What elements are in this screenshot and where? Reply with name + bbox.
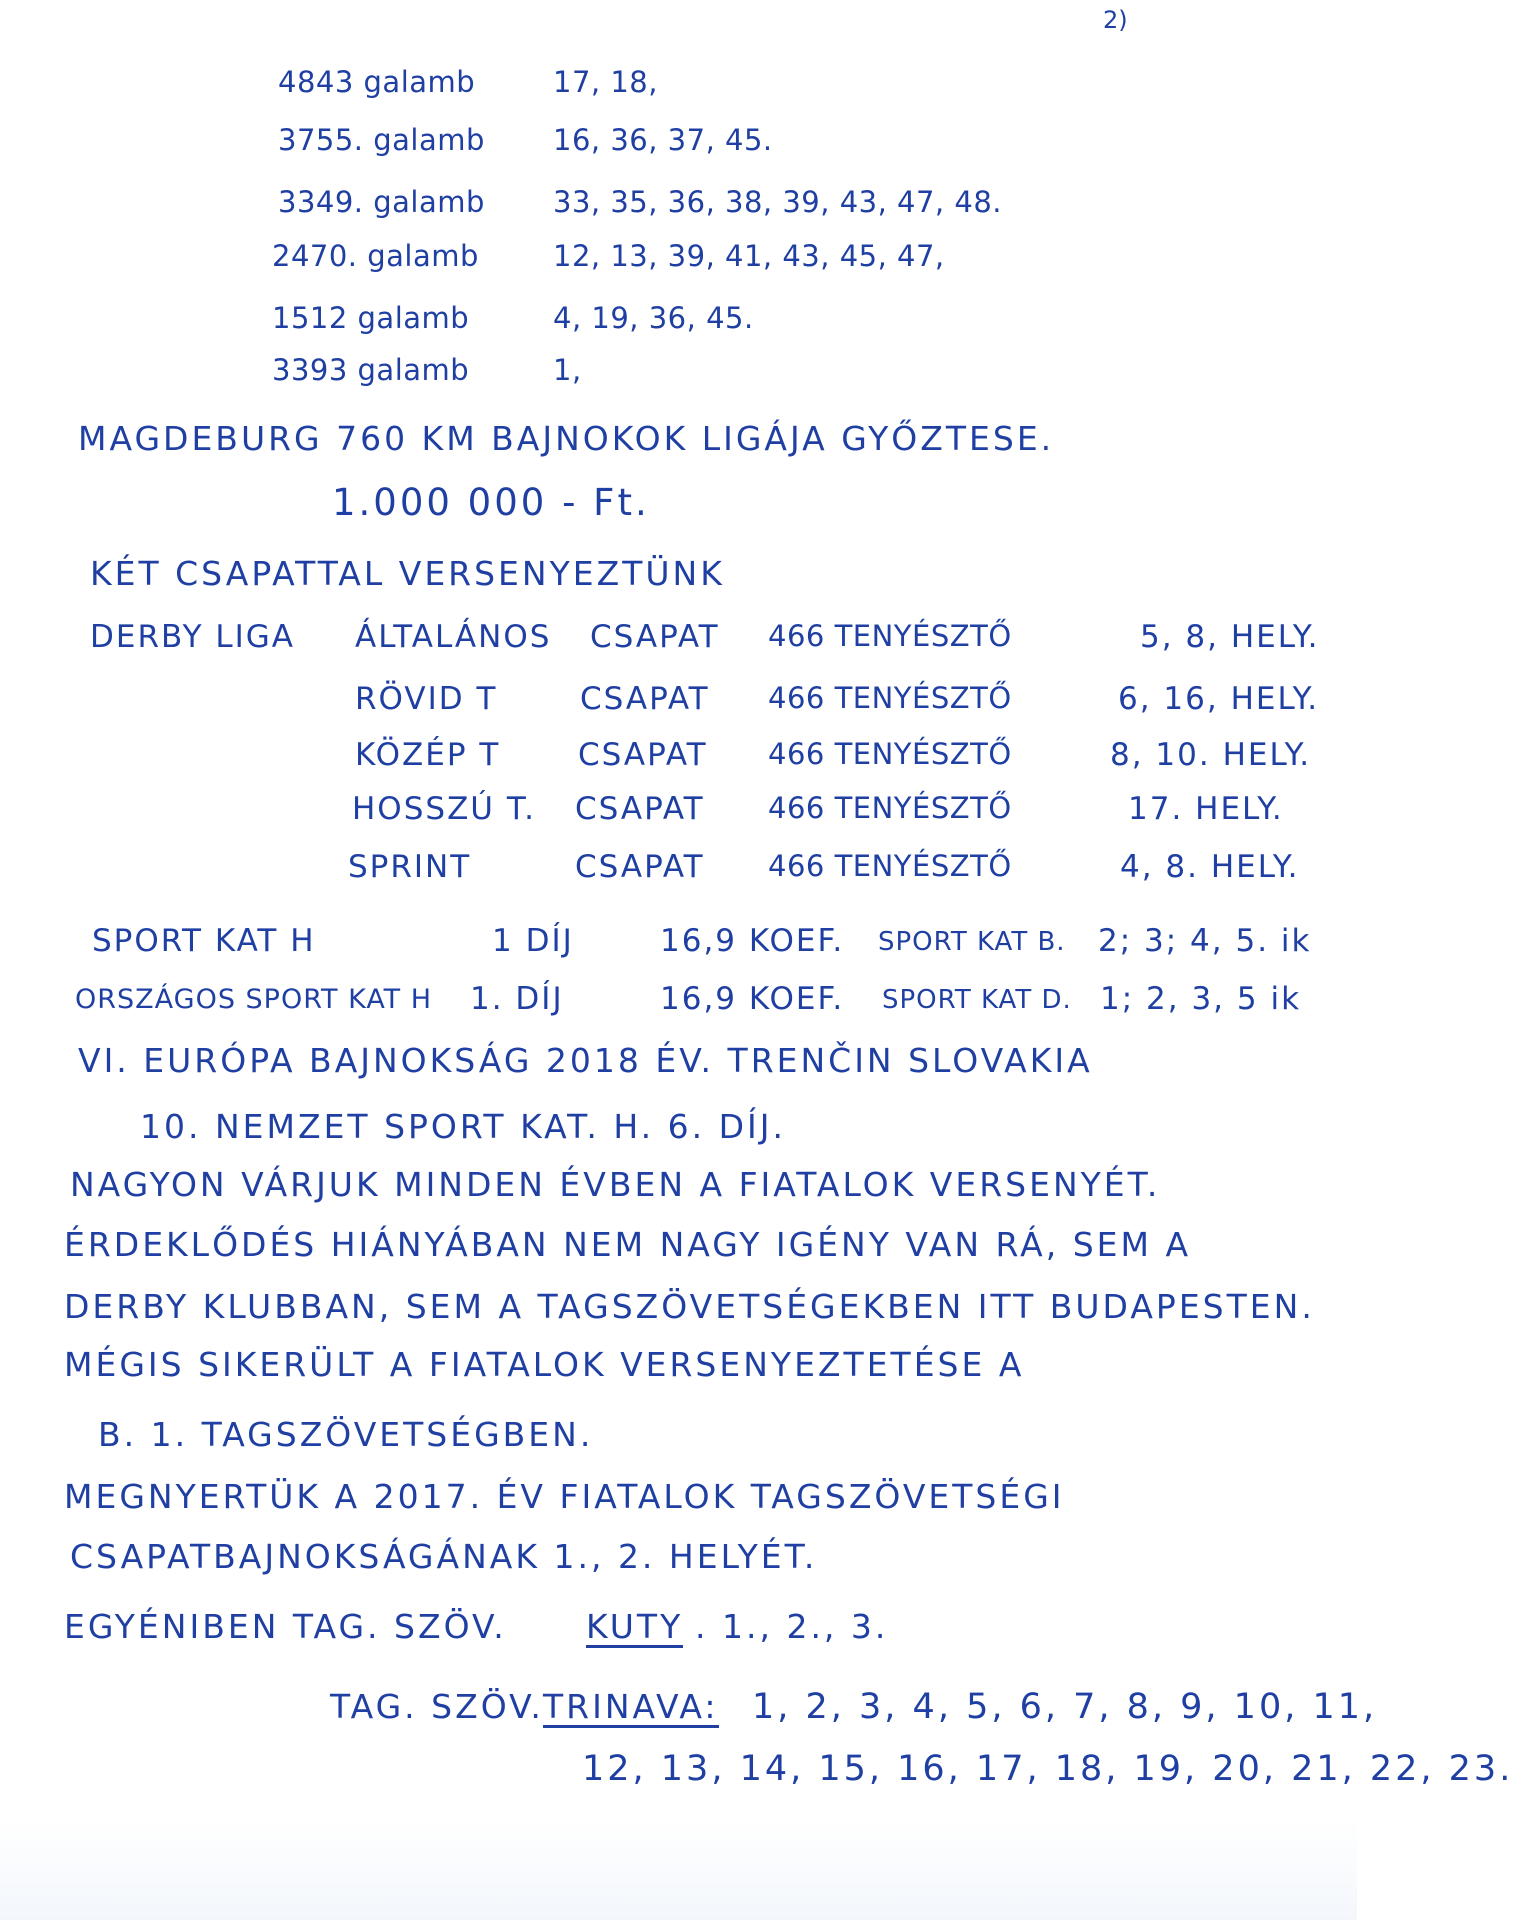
individual-places: . 1., 2., 3. <box>695 1607 889 1646</box>
pigeon-id: 4843 galamb <box>278 65 476 99</box>
paragraph-line: MÉGIS SIKERÜLT A FIATALOK VERSENYEZTETÉSE A <box>64 1345 1025 1384</box>
page-bottom-shade <box>0 1820 1357 1920</box>
sport-cat: SPORT KAT B. <box>878 927 1066 957</box>
derby-result: 4, 8. HELY. <box>1120 849 1300 885</box>
pigeon-id: 2470. galamb <box>272 239 479 273</box>
derby-result: 8, 10. HELY. <box>1110 737 1312 773</box>
derby-category: SPRINT <box>348 849 472 885</box>
sport-prize: 1. DÍJ <box>470 981 564 1017</box>
derby-category: RÖVID T <box>355 681 498 717</box>
pigeon-id: 3349. galamb <box>278 185 485 219</box>
derby-result: 6, 16, HELY. <box>1118 681 1320 717</box>
paragraph-line: B. 1. TAGSZÖVETSÉGBEN. <box>98 1415 594 1454</box>
individual-club: KUTY <box>586 1607 684 1646</box>
sport-koef: 16,9 KOEF. <box>660 981 845 1017</box>
sport-places: 1; 2, 3, 5 ik <box>1100 981 1302 1017</box>
derby-league-label: DERBY LIGA <box>90 619 296 655</box>
europe-line1: VI. EURÓPA BAJNOKSÁG 2018 ÉV. TRENČIN SLOVAKIA <box>78 1041 1093 1080</box>
pigeon-id: 3393 galamb <box>272 353 470 387</box>
individual-prefix: EGYÉNIBEN TAG. SZÖV. <box>64 1607 507 1646</box>
paragraph-line: MEGNYERTÜK A 2017. ÉV FIATALOK TAGSZÖVETSÉGI <box>64 1477 1065 1516</box>
derby-team: CSAPAT <box>578 737 708 773</box>
pigeon-places: 17, 18, <box>553 65 658 99</box>
derby-team: CSAPAT <box>590 619 720 655</box>
europe-line2: 10. NEMZET SPORT KAT. H. 6. DÍJ. <box>140 1107 786 1146</box>
derby-breeders: 466 TENYÉSZTŐ <box>768 737 1012 771</box>
magdeburg-prize: 1.000 000 - Ft. <box>332 481 650 524</box>
derby-team: CSAPAT <box>580 681 710 717</box>
paragraph-line: ÉRDEKLŐDÉS HIÁNYÁBAN NEM NAGY IGÉNY VAN RÁ, SEM A <box>64 1225 1192 1264</box>
derby-result: 5, 8, HELY. <box>1140 619 1320 655</box>
derby-category: ÁLTALÁNOS <box>355 619 552 655</box>
derby-category: KÖZÉP T <box>355 737 501 773</box>
sport-prize: 1 DÍJ <box>492 923 574 959</box>
derby-breeders: 466 TENYÉSZTŐ <box>768 619 1012 653</box>
paragraph-line: NAGYON VÁRJUK MINDEN ÉVBEN A FIATALOK VERSENYÉT. <box>70 1165 1161 1204</box>
paragraph-line: CSAPATBAJNOKSÁGÁNAK 1., 2. HELYÉT. <box>70 1537 818 1576</box>
sport-label: SPORT KAT H <box>92 923 316 959</box>
trinava-places: 12, 13, 14, 15, 16, 17, 18, 19, 20, 21, 22, 23. <box>582 1749 1513 1789</box>
pigeon-places: 1, <box>553 353 582 387</box>
pigeon-places: 16, 36, 37, 45. <box>553 123 773 157</box>
sport-cat: SPORT KAT D. <box>882 985 1072 1015</box>
pigeon-places: 33, 35, 36, 38, 39, 43, 47, 48. <box>553 185 1002 219</box>
pigeon-id: 3755. galamb <box>278 123 485 157</box>
pigeon-places: 12, 13, 39, 41, 43, 45, 47, <box>553 239 945 273</box>
pigeon-places: 4, 19, 36, 45. <box>553 301 754 335</box>
derby-category: HOSSZÚ T. <box>352 791 536 827</box>
derby-team: CSAPAT <box>575 791 705 827</box>
trinava-places: 1, 2, 3, 4, 5, 6, 7, 8, 9, 10, 11, <box>752 1687 1378 1727</box>
page-number-mark: 2) <box>1103 6 1128 34</box>
magdeburg-line: MAGDEBURG 760 KM BAJNOKOK LIGÁJA GYŐZTESE. <box>78 419 1055 458</box>
derby-result: 17. HELY. <box>1128 791 1284 827</box>
paragraph-line: DERBY KLUBBAN, SEM A TAGSZÖVETSÉGEKBEN ITT BUDAPESTEN. <box>64 1287 1315 1326</box>
derby-breeders: 466 TENYÉSZTŐ <box>768 791 1012 825</box>
trinava-club: TRINAVA: <box>543 1687 719 1726</box>
trinava-prefix: TAG. SZÖV. <box>330 1687 544 1726</box>
derby-team: CSAPAT <box>575 849 705 885</box>
pigeon-id: 1512 galamb <box>272 301 470 335</box>
teams-intro: KÉT CSAPATTAL VERSENYEZTÜNK <box>90 554 725 593</box>
derby-breeders: 466 TENYÉSZTŐ <box>768 681 1012 715</box>
sport-places: 2; 3; 4, 5. ik <box>1098 923 1312 959</box>
sport-koef: 16,9 KOEF. <box>660 923 845 959</box>
derby-breeders: 466 TENYÉSZTŐ <box>768 849 1012 883</box>
sport-label: ORSZÁGOS SPORT KAT H <box>75 984 433 1015</box>
